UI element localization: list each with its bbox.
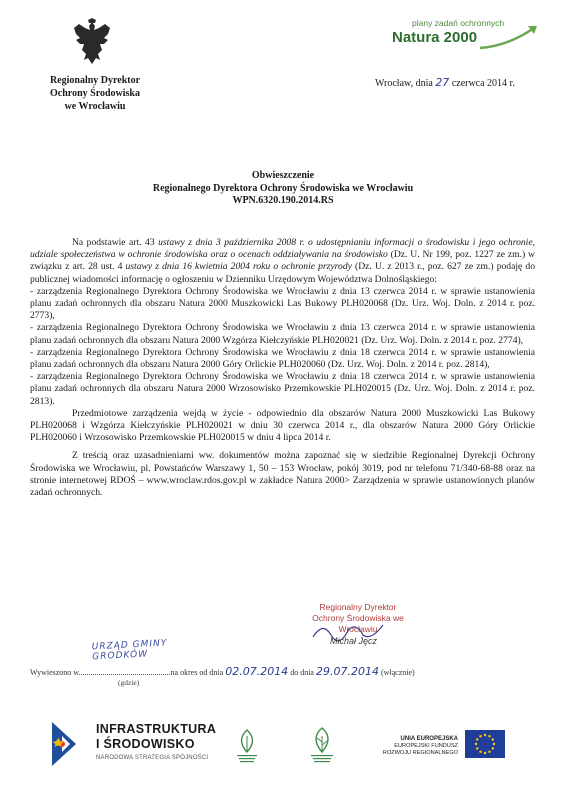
notice-heading xyxy=(60,170,506,208)
eu-line3: ROZWOJU REGIONALNEGO xyxy=(382,750,458,757)
eco-leaf-logo-icon xyxy=(232,728,262,766)
natura-logo-tagline: plany zadań ochronnych xyxy=(412,18,505,28)
polish-eagle-emblem-icon xyxy=(72,18,112,66)
posting-record xyxy=(30,665,540,678)
natura-logo-name: Natura 2000 xyxy=(392,29,478,46)
natura-2000-logo xyxy=(390,18,540,62)
list-item: - zarządzenia Regionalnego Dyrektora Ochrony Środowiska we Wrocławiu z dnia 13 czerwca 2014 r. w sprawie ustanowienia planu zadań ochronnych dla obszaru Natura 2000 Muszkowicki Las Bukowy PLH020068 (Dz. Urz. Woj. Doln. z 2014 r. poz. 2773), xyxy=(30,285,535,322)
notice-body xyxy=(30,237,535,499)
list-item: - zarządzenia Regionalnego Dyrektora Ochrony Środowiska we Wrocławiu z dnia 18 czerwca 2014 r. w sprawie ustanowienia planu zadań ochronnych dla obszaru Natura 2000 Góry Orlickie PLH020060 (Dz. Urz. Woj. Doln. z 2014 r. poz. 2814), xyxy=(30,346,535,371)
date-prefix: Wrocław, dnia xyxy=(375,78,433,89)
posting-office-line: URZĄD GMINY xyxy=(91,638,168,653)
national-cohesion-chevron-icon xyxy=(52,722,92,766)
stamp-line: Ochrony Środowiska we Wrocławiu xyxy=(312,613,404,634)
eco-tree-logo-icon xyxy=(305,726,339,766)
heading-reference: WPN.6320.190.2014.RS xyxy=(232,195,334,206)
infra-line1: INFRASTRUKTURA xyxy=(96,722,217,736)
document-date xyxy=(375,76,515,89)
heading-issuer: Regionalnego Dyrektora Ochrony Środowiska we Wrocławiu xyxy=(152,182,414,194)
eu-line1: UNIA EUROPEJSKA xyxy=(400,736,458,742)
authority-line: Ochrony Środowiska xyxy=(50,88,140,99)
stamp-line: Regionalny Dyrektor xyxy=(319,602,397,612)
intro-text: Na podstawie art. 43 xyxy=(72,237,159,248)
authority-line: Regionalny Dyrektor xyxy=(49,75,141,86)
infra-line2: I ŚRODOWISKO xyxy=(96,737,195,751)
list-item: - zarządzenia Regionalnego Dyrektora Ochrony Środowiska we Wrocławiu z dnia 18 czerwca 2014 r. w sprawie ustanowienia planu zadań ochronnych dla obszaru Natura 2000 Wrzosowisko Przemkowskie PLH020015 (Dz. Urz. Woj. Doln. z 2014 r. poz. 2813). xyxy=(30,371,535,407)
entry-into-force-paragraph: Przedmiotowe zarządzenia wejdą w życie - odpowiednio dla obszarów Natura 2000 Muszkowicki Las Bukowy PLH020068 i Wzgórza Kiełczyńskie PLH020021 w dniu 30 czerwca 2014 r., dla obszarów Natura 2000 Góry Orlickie PLH020060 i Wrzosowisko Przemkowskie PLH020015 w dniu 4 lipca 2014 r. xyxy=(30,407,535,444)
to-label: do dnia xyxy=(290,668,314,677)
signer-name: Michał Jęcz xyxy=(330,636,378,646)
posted-label: Wywieszono w xyxy=(30,668,79,677)
eu-line2: EUROPEJSKI FUNDUSZ xyxy=(394,743,458,750)
natura-swoosh-icon xyxy=(478,24,540,50)
eu-fund-label xyxy=(378,736,458,758)
heading-title: Obwieszczenie xyxy=(251,170,315,181)
intro-text: (Dz. U. z 2013 r., poz. 627 ze zm.) podaję do publicznej wiadomości informację o ogłoszeniu w Dzienniku Urzędowym Województwa Dolnośląskiego: xyxy=(30,261,535,285)
access-info-paragraph: Z treścią oraz uzasadnieniami ww. dokumentów można zapoznać się w siedzibie Regionalnej Dyrekcji Ochrony Środowiska we Wrocławiu, pl. Powstańców Warszawy 1, 50 – 153 Wrocław, pokój 3019, pod nr telefonu 71/340-68-88 oraz na stronie internetowej RDOŚ – www.wroclaw.rdos.gov.pl w zakładce Natura 2000> Zarządzenia w sprawie ustanowionych planów zadań ochronnych. xyxy=(30,450,535,499)
intro-act-title: ustawy z dnia 3 października 2008 r. o udostępnianiu informacji o środowisku i jego ochronie, udziale społeczeństwa w ochronie środowiska oraz o ocenach oddziaływania na środowisko xyxy=(30,237,535,261)
intro-act-title: ustawy z dnia 16 kwietnia 2004 roku o ochronie przyrody xyxy=(125,261,352,273)
date-from-handwritten: 02.07.2014 xyxy=(225,665,289,678)
posting-office-line: GRODKÓW xyxy=(92,649,149,663)
eu-flag-icon xyxy=(465,730,505,758)
date-suffix: czerwca 2014 r. xyxy=(451,78,515,89)
intro-paragraph xyxy=(30,237,535,286)
from-label: na okres od dnia xyxy=(170,668,224,677)
date-day-handwritten: 27 xyxy=(435,76,450,89)
posting-office-handwritten xyxy=(92,638,183,663)
intro-text: (Dz. U. Nr 199, poz. 1227 ze zm.) w związku z art. 28 ust. 4 xyxy=(30,249,535,273)
issuing-authority xyxy=(30,74,160,113)
list-item: - zarządzenia Regionalnego Dyrektora Ochrony Środowiska we Wrocławiu z dnia 13 czerwca 2014 r. w sprawie ustanowienia planu zadań ochronnych dla obszaru Natura 2000 Wzgórza Kiełczyńskie PLH020021 (Dz. Urz. Woj. Doln. z 2014 r. poz. 2774), xyxy=(30,322,535,346)
infra-line3: NARODOWA STRATEGIA SPÓJNOŚCI xyxy=(96,755,209,761)
dotted-line: .............................................. xyxy=(78,668,171,677)
date-to-handwritten: 29.07.2014 xyxy=(315,665,379,678)
where-label: (gdzie) xyxy=(118,678,140,687)
inclusive-label: (włącznie) xyxy=(380,668,415,677)
authority-line: we Wrocławiu xyxy=(64,101,126,112)
infrastruktura-logo xyxy=(52,722,242,772)
